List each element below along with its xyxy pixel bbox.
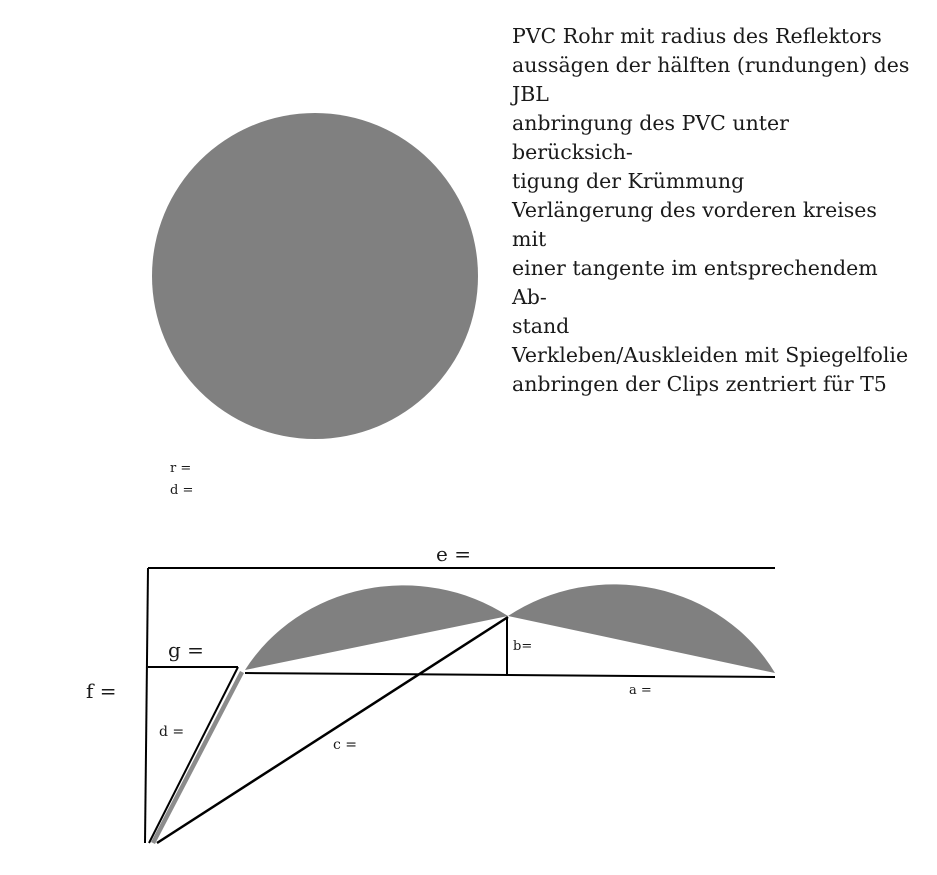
dimension-a-label: a = — [629, 683, 652, 698]
dimension-d-label: d = — [159, 724, 185, 740]
left-reflector-segment — [245, 585, 508, 670]
note-line: PVC Rohr mit radius des Reflektors — [512, 24, 882, 48]
note-line: Verlängerung des vorderen kreises mit — [512, 198, 877, 251]
note-line: tigung der Krümmung — [512, 169, 745, 193]
pvc-pipe-circle — [152, 113, 478, 439]
line-d-diagonal — [149, 667, 238, 843]
note-line: anbringen der Clips zentriert für T5 — [512, 372, 887, 396]
dimension-c-label: c = — [333, 737, 358, 753]
note-line: stand — [512, 314, 570, 338]
line-a-base — [245, 673, 775, 677]
note-line: einer tangente im entsprechendem Ab- — [512, 256, 878, 309]
note-line: anbringung des PVC unter berücksich- — [512, 111, 789, 164]
line-f-vertical — [145, 568, 148, 843]
instruction-notes — [512, 22, 912, 399]
dimension-f-label: f = — [86, 679, 117, 703]
dimension-e-label: e = — [436, 542, 471, 566]
note-line: JBL — [512, 82, 549, 106]
circle-diameter-label: d = — [170, 483, 194, 498]
right-reflector-segment — [508, 584, 775, 673]
dimension-g-label: g = — [168, 638, 204, 662]
dimension-b-label: b= — [513, 639, 533, 654]
note-line: aussägen der hälften (rundungen) des — [512, 53, 910, 77]
circle-radius-label: r = — [170, 461, 192, 476]
note-line: Verkleben/Auskleiden mit Spiegelfolie — [512, 343, 909, 367]
